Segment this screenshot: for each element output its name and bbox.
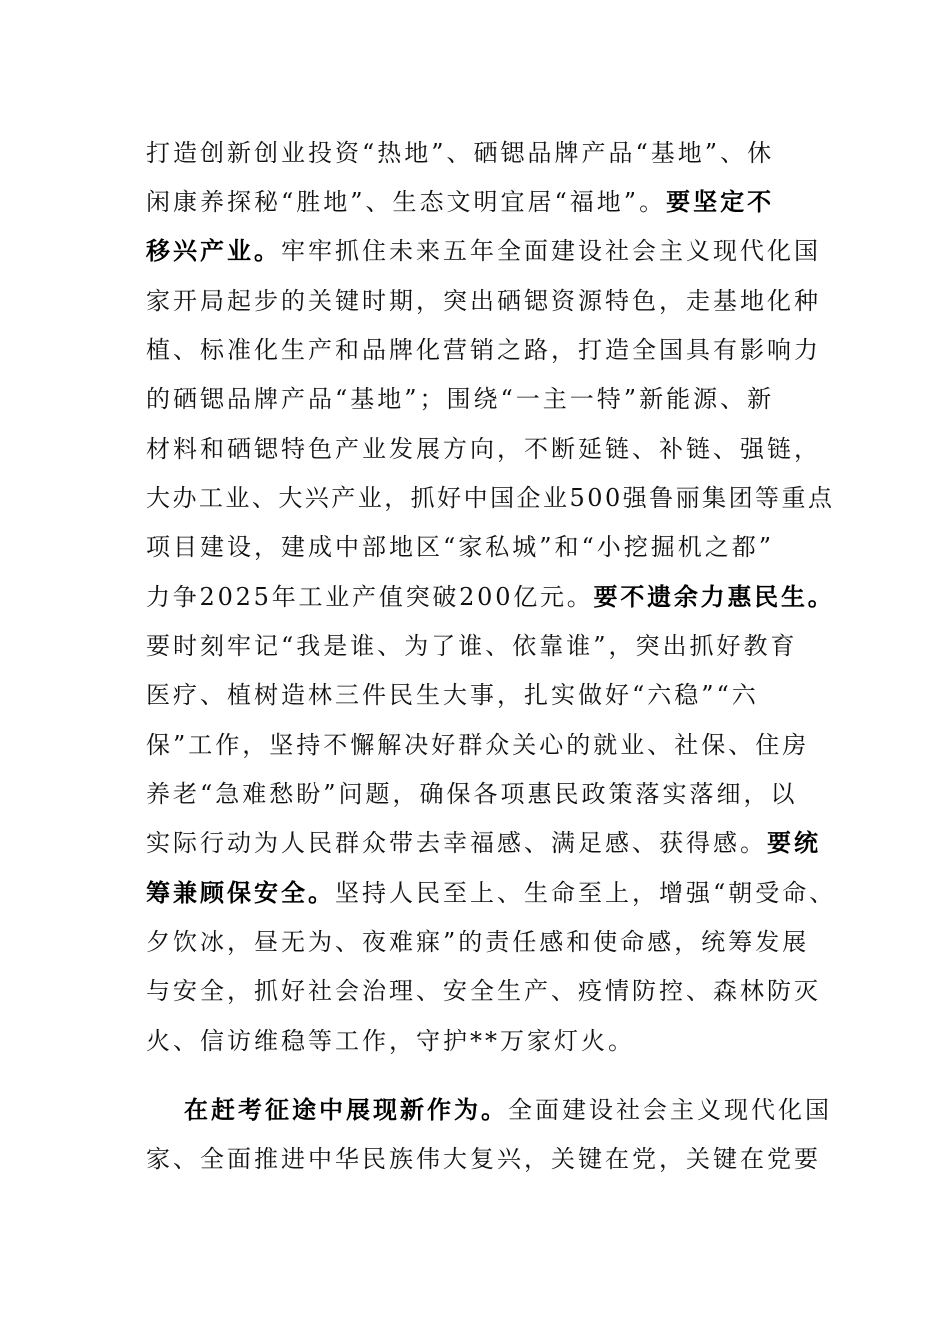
- text-line: [146, 922, 836, 962]
- text-line: [146, 725, 836, 765]
- text-run: 全面建设社会主义现代化国: [508, 1096, 832, 1124]
- text-line: [146, 133, 836, 173]
- text-line: [146, 774, 836, 814]
- text-run: 材料和硒锶特色产业发展方向，不断延链、补链、强链，: [146, 435, 821, 463]
- text-line: [146, 626, 836, 666]
- text-run: 项目建设，建成中部地区“家私城”和“小挖掘机之都”: [146, 533, 775, 561]
- bold-heading-run: 筹兼顾保安全。: [146, 879, 335, 907]
- text-line: [146, 873, 836, 913]
- text-run: 家开局起步的关键时期，突出硒锶资源特色，走基地化种: [146, 287, 821, 315]
- text-run: 坚持人民至上、生命至上，增强“朝受命、: [335, 879, 837, 907]
- text-run: 夕饮冰，昼无为、夜难寐”的责任感和使命感，统筹发展: [146, 928, 810, 956]
- text-run: 闲康养探秘“胜地”、生态文明宜居“福地”。: [146, 188, 667, 216]
- text-run: 力争2025年工业产值突破200亿元。: [146, 583, 594, 611]
- text-line: [146, 379, 836, 419]
- text-line: [146, 823, 836, 863]
- text-line: [146, 330, 836, 370]
- bold-heading-run: 要不遗余力惠民生。: [593, 583, 835, 611]
- text-line: [146, 971, 836, 1011]
- text-line: [146, 675, 836, 715]
- text-line: [146, 281, 836, 321]
- text-run: 要时刻牢记“我是谁、为了谁、依靠谁”，突出抓好教育: [146, 632, 798, 660]
- text-line: [146, 1139, 836, 1179]
- text-run: 养老“急难愁盼”问题，确保各项惠民政策落实落细，以: [146, 780, 798, 808]
- text-run: 的硒锶品牌产品“基地”；围绕“一主一特”新能源、新: [146, 385, 775, 413]
- text-run: 火、信访维稳等工作，守护**万家灯火。: [146, 1027, 635, 1055]
- text-run: 医疗、植树造林三件民生大事，扎实做好“六稳”“六: [146, 681, 759, 709]
- text-line: [146, 429, 836, 469]
- text-run: 植、标准化生产和品牌化营销之路，打造全国具有影响力: [146, 336, 821, 364]
- text-run: 打造创新创业投资“热地”、硒锶品牌产品“基地”、休: [146, 139, 775, 167]
- text-line: [146, 231, 836, 271]
- text-line: [146, 1021, 836, 1061]
- text-line: [146, 577, 836, 617]
- text-line: [146, 527, 836, 567]
- text-run: 保”工作，坚持不懈解决好群众关心的就业、社保、住房: [146, 731, 810, 759]
- bold-heading-run: 在赶考征途中展现新作为。: [184, 1096, 508, 1124]
- text-run: 实际行动为人民群众带去幸福感、满足感、获得感。: [146, 829, 767, 857]
- text-line: [146, 182, 836, 222]
- text-run: 牢牢抓住未来五年全面建设社会主义现代化国: [281, 237, 821, 265]
- text-line: [146, 478, 836, 518]
- text-run: 与安全，抓好社会治理、安全生产、疫情防控、森林防灭: [146, 977, 821, 1005]
- bold-heading-run: 要坚定不: [666, 188, 775, 216]
- text-run: 家、全面推进中华民族伟大复兴，关键在党，关键在党要: [146, 1145, 821, 1173]
- text-run: 大办工业、大兴产业，抓好中国企业500强鲁丽集团等重点: [146, 484, 835, 512]
- bold-heading-run: 移兴产业。: [146, 237, 281, 265]
- text-line: [184, 1090, 874, 1130]
- bold-heading-run: 要统: [767, 829, 821, 857]
